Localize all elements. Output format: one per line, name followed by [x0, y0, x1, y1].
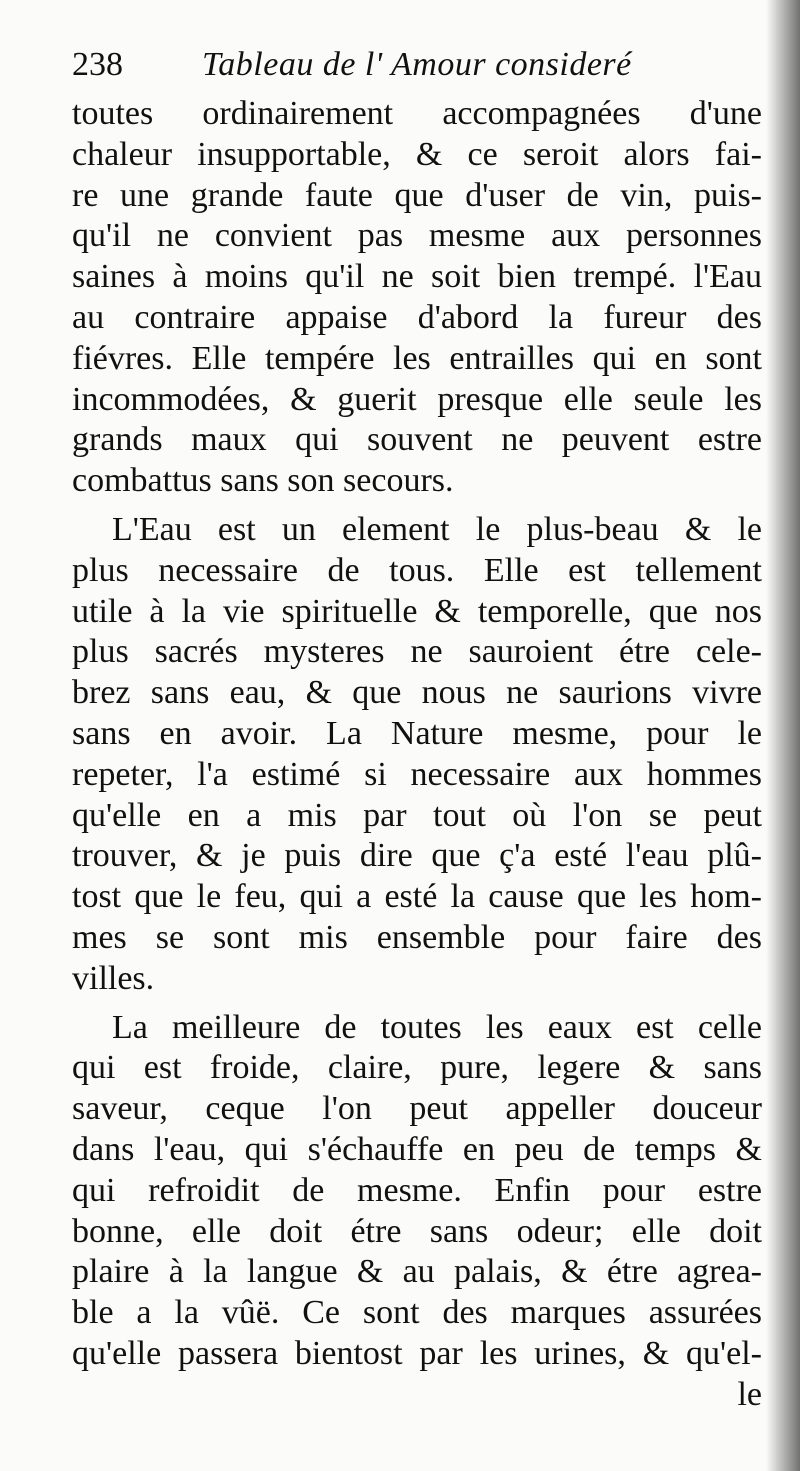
text-line: saveur, ceque l'on peut appeller douceur: [72, 1090, 762, 1128]
text-line: La meilleure de toutes les eaux est celle: [112, 1008, 762, 1046]
text-line: tost que le feu, qui a esté la cause que les hom-: [72, 878, 762, 916]
text-line: dans l'eau, qui s'échauffe en peu de temps &: [72, 1130, 762, 1168]
text-line: villes.: [72, 959, 155, 997]
text-line: re une grande faute que d'user de vin, puis-: [72, 176, 762, 214]
body-text: [72, 94, 762, 1375]
page-footer: [72, 1376, 762, 1416]
text-line: qu'elle en a mis par tout où l'on se peut: [72, 796, 762, 834]
page-number: 238: [72, 46, 123, 83]
page-edge-shadow: [766, 0, 800, 1471]
text-line: chaleur insupportable, & ce seroit alors fai-: [72, 135, 762, 173]
text-line: qui refroidit de mesme. Enfin pour estre: [72, 1171, 762, 1209]
text-line: L'Eau est un element le plus-beau & le: [112, 510, 762, 548]
text-line: plaire à la langue & au palais, & étre agrea-: [72, 1253, 762, 1291]
text-line: qui est froide, claire, pure, legere & sans: [72, 1049, 762, 1087]
text-line: saines à moins qu'il ne soit bien trempé. l'Eau: [72, 258, 762, 296]
text-line: combattus sans son secours.: [72, 462, 454, 500]
text-line: plus necessaire de tous. Elle est tellement: [72, 551, 762, 589]
text-line: plus sacrés mysteres ne sauroient étre cele-: [72, 633, 762, 671]
text-line: bonne, elle doit étre sans odeur; elle doit: [72, 1212, 762, 1250]
text-line: repeter, l'a estimé si necessaire aux hommes: [72, 755, 762, 793]
text-line: ble a la vûë. Ce sont des marques assurées: [72, 1294, 762, 1332]
text-line: toutes ordinairement accompagnées d'une: [72, 95, 762, 132]
text-line: mes se sont mis ensemble pour faire des: [72, 918, 762, 956]
text-line: sans en avoir. La Nature mesme, pour le: [72, 714, 762, 752]
text-line: trouver, & je puis dire que ç'a esté l'eau plû-: [72, 837, 762, 875]
text-line: brez sans eau, & que nous ne saurions vivre: [72, 674, 762, 712]
page-header: [72, 40, 762, 90]
text-line: au contraire appaise d'abord la fureur des: [72, 298, 762, 336]
text-line: qu'elle passera bientost par les urines, & qu'el-: [72, 1334, 762, 1372]
text-line: incommodées, & guerit presque elle seule les: [72, 380, 762, 418]
text-line: utile à la vie spirituelle & temporelle, que nos: [72, 592, 762, 630]
catchword: le: [737, 1376, 762, 1413]
paragraph-gap: [72, 1000, 762, 1008]
text-line: qu'il ne convient pas mesme aux personnes: [72, 217, 762, 255]
paragraph-gap: [72, 502, 762, 510]
running-title: Tableau de l' Amour consideré: [202, 46, 632, 83]
text-line: grands maux qui souvent ne peuvent estre: [72, 421, 762, 459]
text-line: fiévres. Elle tempére les entrailles qui en sont: [72, 339, 762, 377]
